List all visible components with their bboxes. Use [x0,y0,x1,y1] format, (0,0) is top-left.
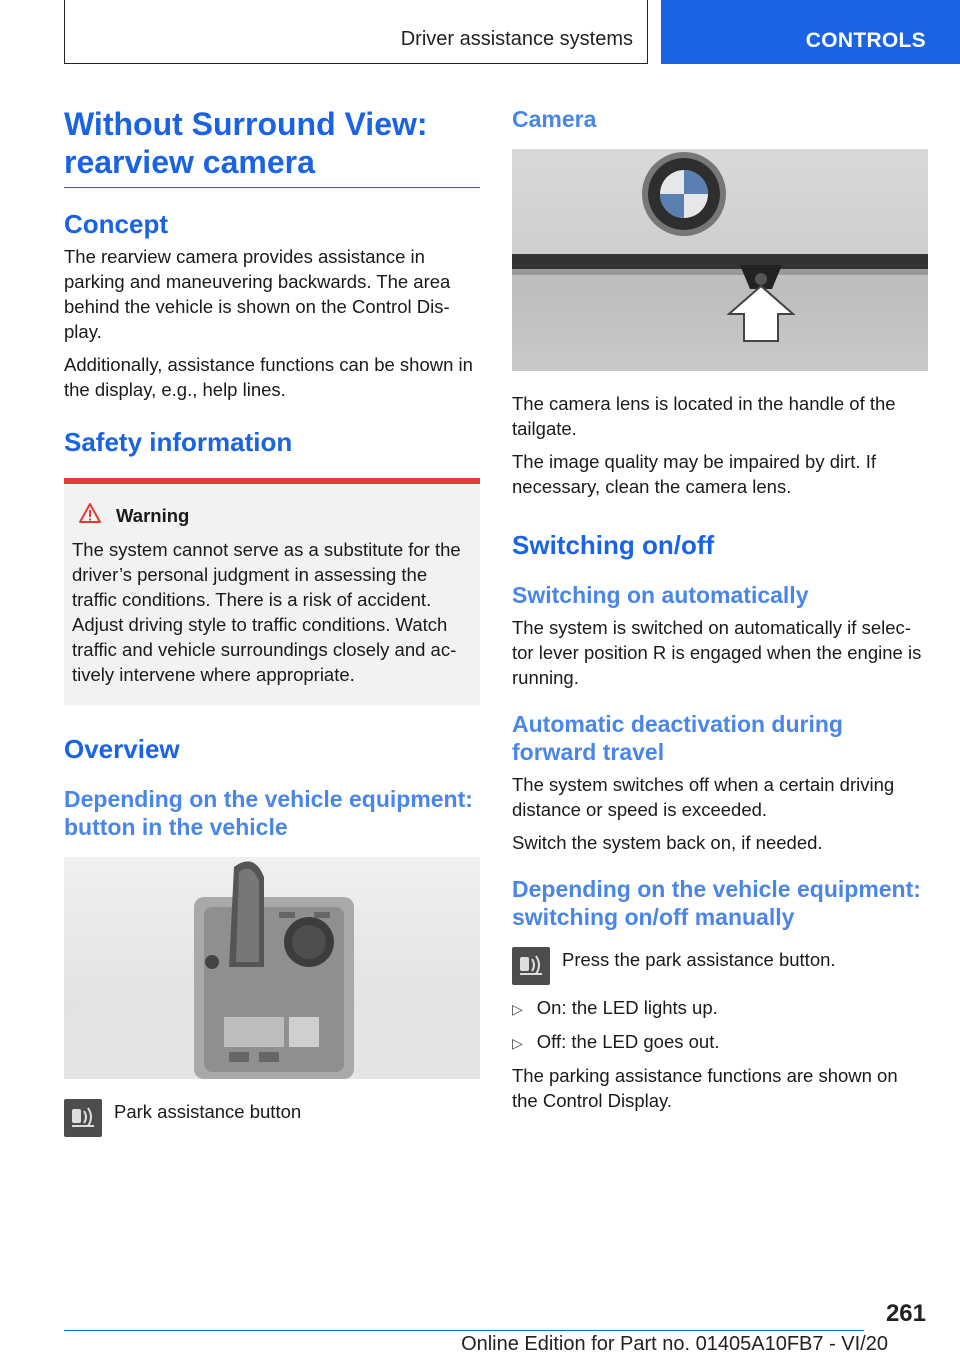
button-location-heading: Depending on the vehicle equipment: button in the vehicle [64,786,473,840]
page-title: Without Surround View: rearview camera [64,105,480,188]
list-item-text: Off: the LED goes out. [536,1031,720,1052]
camera-heading: Camera [512,106,597,132]
list-item [512,1029,928,1056]
switching-heading: Switching on/off [512,530,715,560]
manual-heading: Depending on the vehicle equipment: switching on/off manually [512,876,921,930]
auto-off-paragraph-1: The system switches off when a certain driving distance or speed is exceeded. [512,774,895,820]
camera-paragraph-2: The image quality may be impaired by dirt. If necessary, clean the camera lens. [512,451,876,497]
warning-title-row [78,502,472,529]
header-section-box [64,0,648,64]
triangle-bullet-icon: ▷ [512,1001,523,1017]
warning-box [64,478,480,705]
right-column [512,105,928,1113]
page-number: 261 [885,1300,926,1327]
auto-on-heading: Switching on automatically [512,582,809,608]
button-caption: Park assistance button [114,1101,302,1122]
safety-heading: Safety information [64,427,293,457]
concept-paragraph-2: Additionally, assistance functions can be shown in the display, e.g., help lines. [64,354,473,400]
button-caption-row [64,1099,480,1137]
header-chapter-tab [661,0,960,64]
warning-text: The system cannot serve as a substitute for the driver’s personal judgment in assessing the traffic conditions. There is a risk of accident. Adjust driving style to traffic conditions. Watch traffic and vehicle surroundings closely and ac-tively intervene where appropriate. [72,539,461,685]
auto-off-paragraph-2: Switch the system back on, if needed. [512,832,823,853]
park-assistance-icon [512,947,550,985]
header-section-title: Driver assistance systems [400,28,633,50]
footer-divider [64,1330,864,1331]
manual-instruction: Press the park assistance button. [562,949,836,970]
list-item [512,995,928,1022]
auto-off-heading: Automatic deactivation during forward travel [512,711,843,765]
status-list [512,995,928,1056]
auto-on-text: The system is switched on automatically if selec-tor lever position R is engaged when the engine is running. [512,617,922,688]
manual-instruction-row [512,947,928,985]
concept-heading: Concept [64,209,168,239]
camera-photo [512,149,928,371]
triangle-bullet-icon: ▷ [512,1035,523,1051]
left-column [64,105,480,1137]
edition-info: Online Edition for Part no. 01405A10FB7 - VI/20 [461,1333,888,1355]
warning-triangle-icon [78,502,102,529]
camera-paragraph-1: The camera lens is located in the handle of the tailgate. [512,393,896,439]
warning-title: Warning [116,504,190,526]
concept-paragraph-1: The rearview camera provides assistance in parking and maneuvering backwards. The area behind the vehicle is shown on the Control Dis-play. [64,246,451,342]
overview-heading: Overview [64,734,180,764]
header-chapter-title: CONTROLS [805,29,926,52]
park-assistance-icon [64,1099,102,1137]
console-photo [64,857,480,1079]
list-item-text: On: the LED lights up. [536,997,718,1018]
final-paragraph: The parking assistance functions are shown on the Control Display. [512,1065,898,1111]
